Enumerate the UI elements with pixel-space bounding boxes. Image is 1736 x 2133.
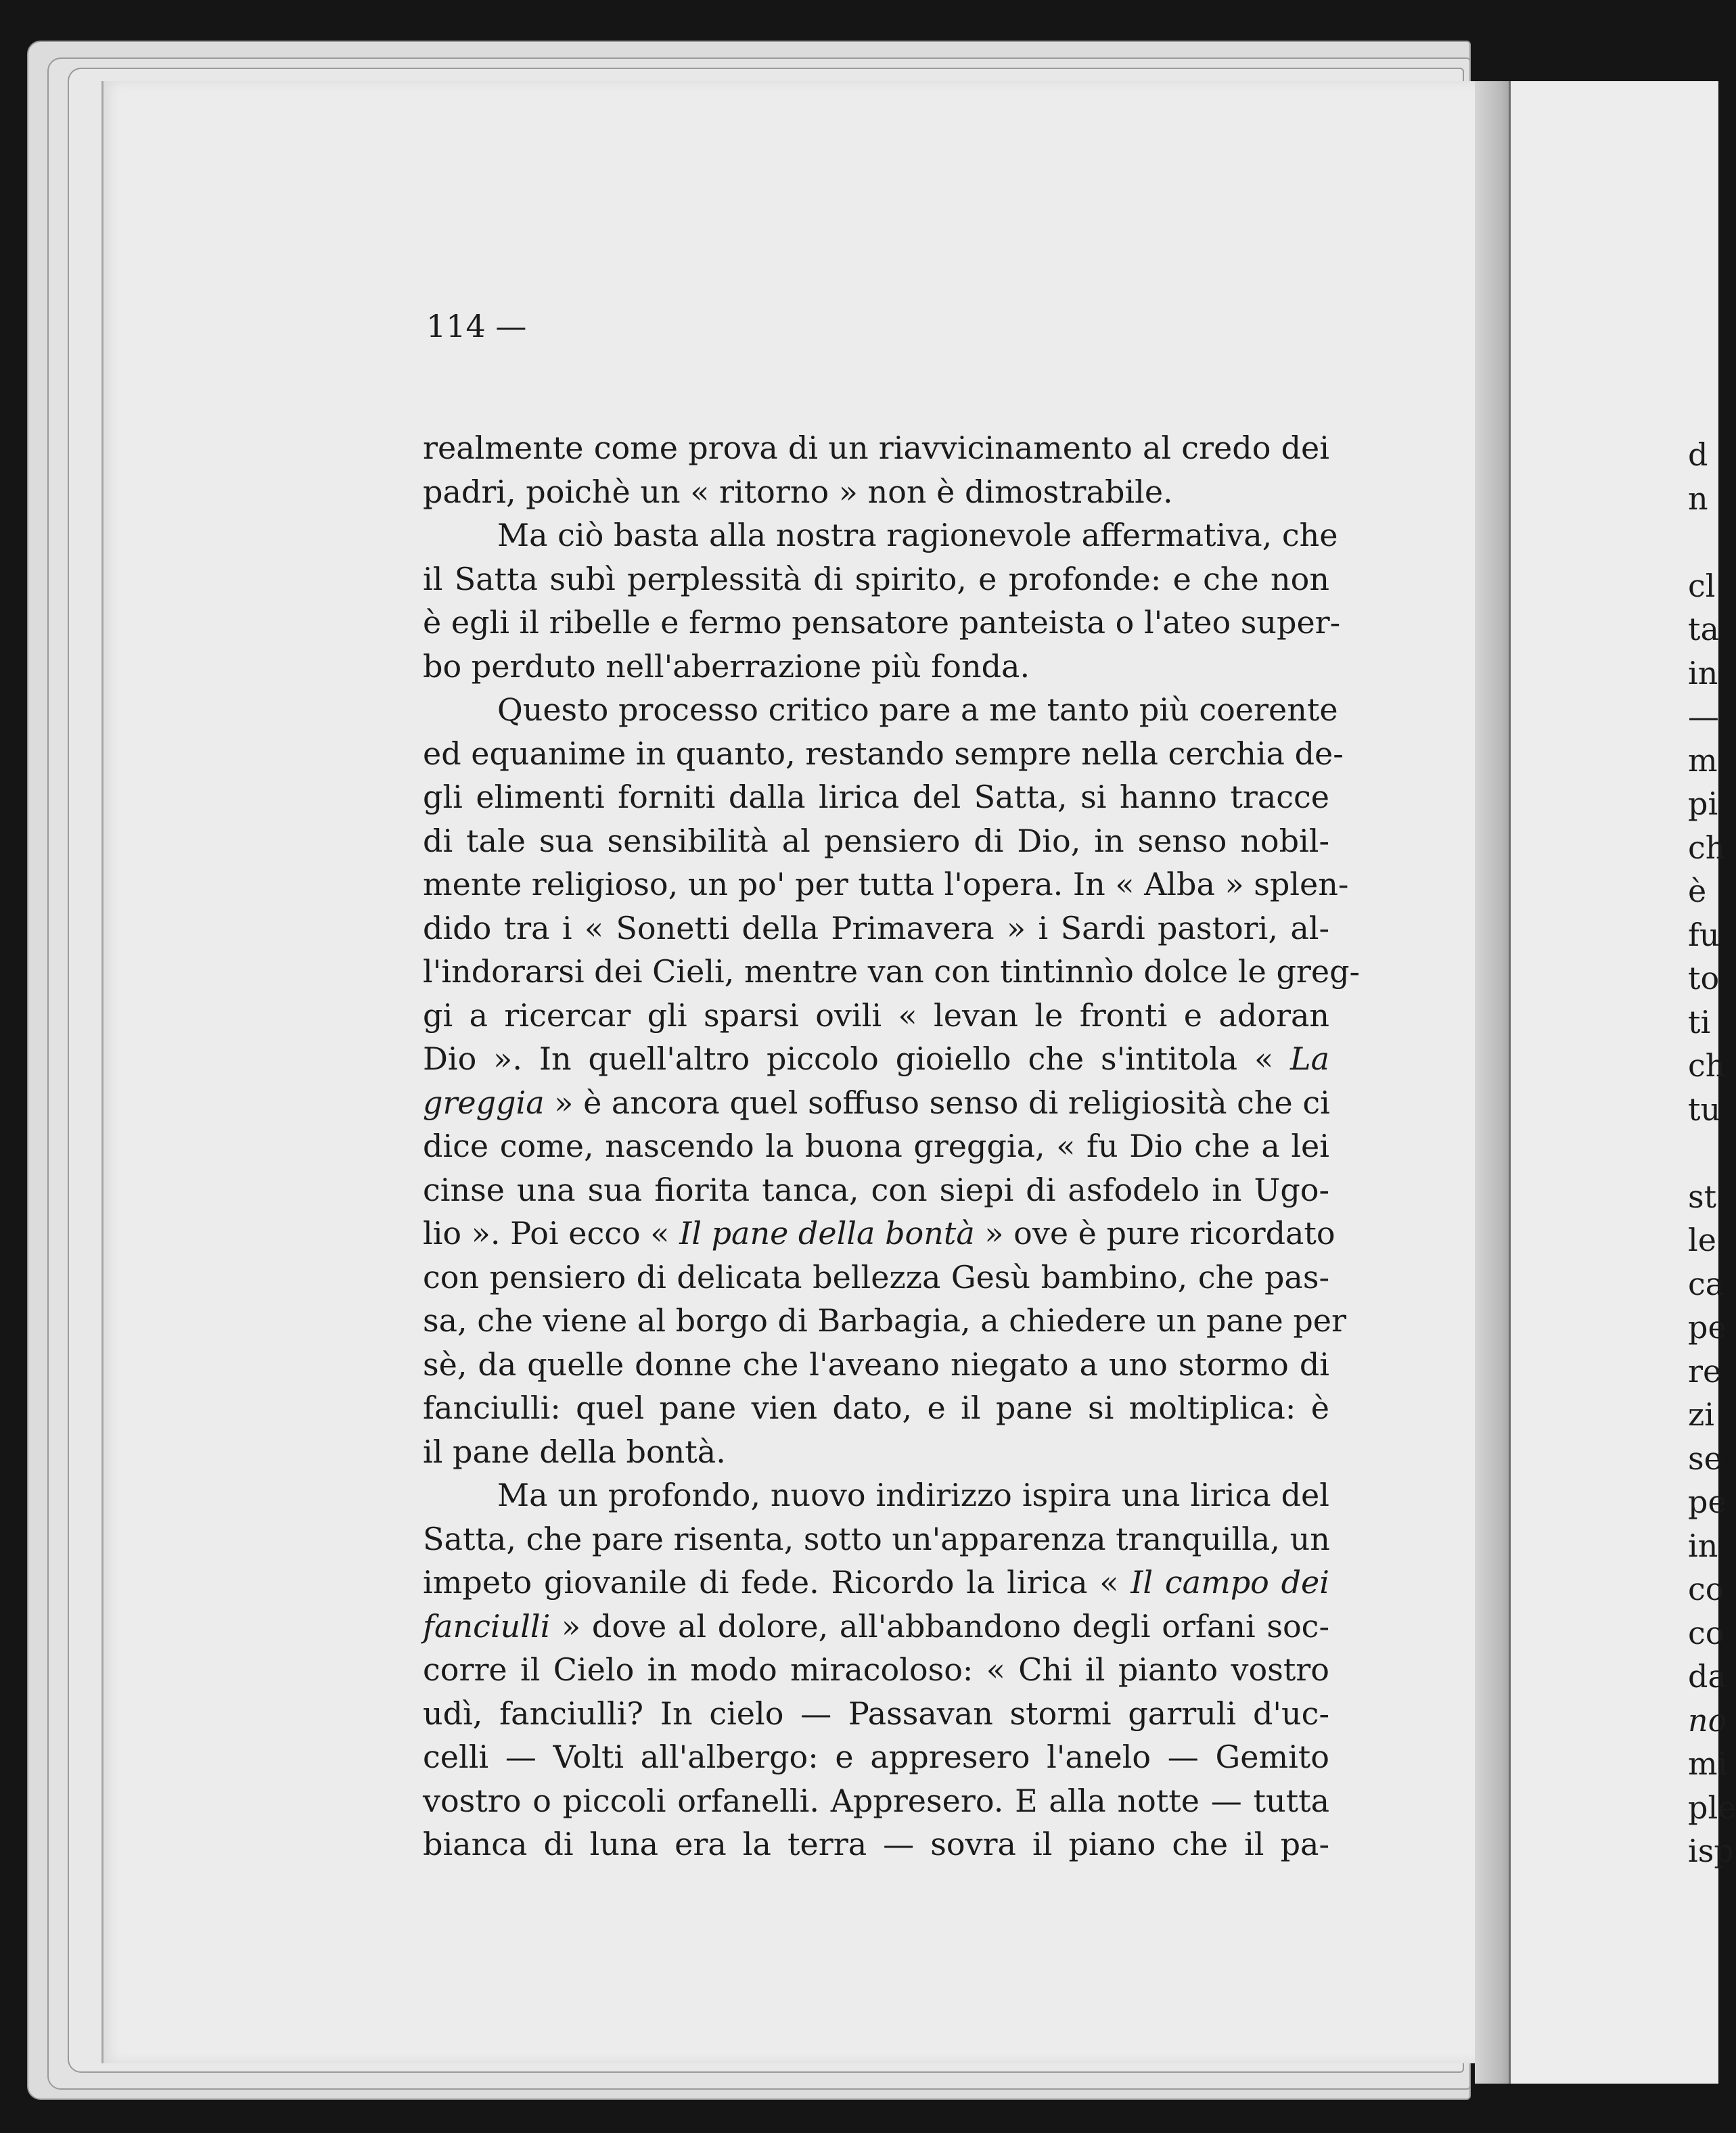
text-line (423, 557, 1329, 601)
text-span: udì, fanciulli? In cielo — Passavan stormi garruli d'uc- (423, 1695, 1329, 1732)
text-line (423, 1648, 1329, 1692)
text-line (423, 1212, 1335, 1256)
facing-page-fragment (1688, 1567, 1736, 1611)
fragment-text: re (1688, 1352, 1722, 1390)
text-span: fanciulli: quel pane vien dato, e il pane si moltiplica: è (423, 1390, 1329, 1426)
italic-title: La (1290, 1040, 1329, 1077)
facing-page-fragment (1688, 1262, 1736, 1306)
text-line (423, 645, 1329, 689)
italic-title: fanciulli (423, 1607, 551, 1645)
facing-page-fragment (1688, 1480, 1736, 1524)
fragment-text: n (1688, 480, 1708, 517)
text-line (423, 513, 1338, 557)
text-line (423, 688, 1338, 732)
fragment-text: d (1688, 436, 1708, 473)
fragment-text: pe (1688, 1309, 1727, 1346)
text-line (423, 994, 1329, 1038)
facing-page-fragment (1688, 1611, 1736, 1655)
fragment-text: no (1688, 1701, 1727, 1739)
facing-page-fragment (1688, 1742, 1736, 1786)
text-line (423, 1517, 1329, 1561)
fragment-text: zi (1688, 1396, 1714, 1433)
facing-page-fragment (1688, 1524, 1736, 1568)
text-span: realmente come prova di un riavvicinamento al credo dei (423, 430, 1329, 466)
text-line (423, 1605, 1329, 1649)
page-number: 114 — (426, 308, 527, 344)
facing-page-fragment (1688, 739, 1736, 783)
facing-page-fragment (1688, 477, 1736, 521)
facing-page-fragment (1688, 564, 1736, 608)
text-span: dido tra i « Sonetti della Primavera » i Sardi pastori, al- (423, 909, 1329, 946)
fragment-text: ch (1688, 829, 1726, 866)
fragment-text: — (1688, 698, 1719, 735)
facing-page-fragment (1688, 869, 1736, 913)
text-span: Dio ». In quell'altro piccolo gioiello che s'intitola « (423, 1040, 1291, 1077)
fragment-text: fu (1688, 916, 1720, 953)
text-line (423, 1256, 1329, 1300)
fragment-text: pi (1688, 785, 1718, 822)
facing-page-fragment (1688, 913, 1736, 957)
fragment-text: se (1688, 1440, 1722, 1477)
facing-page-fragment (1688, 651, 1736, 695)
text-span: Satta, che pare risenta, sotto un'apparenza tranquilla, un (423, 1520, 1330, 1557)
text-line (423, 732, 1344, 776)
text-line (423, 470, 1329, 514)
facing-page-fragments (1688, 433, 1736, 1873)
facing-page-fragment (1688, 1218, 1736, 1262)
facing-page-fragment (1688, 1786, 1736, 1830)
fragment-text: co (1688, 1571, 1724, 1607)
text-line (423, 1343, 1329, 1387)
fragment-text: co (1688, 1614, 1724, 1651)
text-line (423, 1430, 1329, 1474)
facing-page-fragment (1688, 957, 1736, 1001)
facing-page-fragment (1688, 1829, 1736, 1873)
text-line (423, 1561, 1329, 1605)
facing-page-fragment (1688, 1306, 1736, 1350)
text-span: » dove al dolore, all'abbandono degli orfani soc- (550, 1607, 1329, 1645)
text-span: lio ». Poi ecco « (423, 1215, 680, 1252)
fragment-text: da (1688, 1658, 1727, 1695)
facing-page-fragment (1688, 433, 1736, 477)
facing-page-fragment (1688, 695, 1736, 739)
text-span: Ma ciò basta alla nostra ragionevole affermativa, che (497, 517, 1338, 553)
italic-title: greggia (423, 1084, 545, 1121)
text-span: corre il Cielo in modo miracoloso: « Chi il pianto vostro (423, 1651, 1329, 1688)
text-span: vostro o piccoli orfanelli. Appresero. E alla notte — tutta (423, 1782, 1329, 1819)
facing-page-fragment (1688, 1437, 1736, 1481)
fragment-text: ti (1688, 1003, 1711, 1040)
text-span: l'indorarsi dei Cieli, mentre van con tintinnìo dolce le greg- (423, 953, 1361, 990)
fragment-text: ca (1688, 1265, 1724, 1302)
text-line (423, 950, 1361, 994)
fragment-text: st (1688, 1178, 1717, 1215)
facing-page-fragment (1688, 1044, 1736, 1088)
text-line (423, 601, 1341, 645)
body-text (423, 426, 1361, 1866)
text-line (423, 1037, 1329, 1081)
facing-page-fragment (1688, 1001, 1736, 1045)
text-line (423, 1822, 1329, 1866)
text-span: con pensiero di delicata bellezza Gesù bambino, che pas- (423, 1258, 1329, 1295)
fragment-text: in (1688, 654, 1718, 691)
text-span: Ma un profondo, nuovo indirizzo ispira una lirica del (497, 1477, 1329, 1513)
text-span: celli — Volti all'albergo: e appresero l'anelo — Gemito (423, 1739, 1329, 1775)
facing-page-fragment (1688, 607, 1736, 651)
text-span: di tale sua sensibilità al pensiero di Dio, in senso nobil- (423, 822, 1329, 859)
fragment-text: pe (1688, 1484, 1727, 1520)
fragment-text: to (1688, 960, 1720, 996)
fragment-text: cl (1688, 567, 1716, 604)
text-span: » è ancora quel soffuso senso di religiosità che ci (544, 1084, 1330, 1121)
fragment-text: ple (1688, 1789, 1736, 1826)
fragment-text: isp (1688, 1833, 1734, 1869)
facing-page-fragment (1688, 1699, 1736, 1743)
facing-page-fragment (1688, 1655, 1736, 1699)
text-span: è egli il ribelle e fermo pensatore panteista o l'ateo super- (423, 604, 1341, 641)
fragment-text: in (1688, 1527, 1718, 1564)
text-span: ed equanime in quanto, restando sempre nella cerchia de- (423, 735, 1344, 772)
facing-page-fragment (1688, 1393, 1736, 1437)
fragment-text: le (1688, 1222, 1716, 1258)
facing-page-fragment (1688, 782, 1736, 826)
text-line (423, 1124, 1329, 1168)
text-line (423, 1299, 1346, 1343)
text-span: impeto giovanile di fede. Ricordo la lirica « (423, 1564, 1131, 1601)
text-span: bo perduto nell'aberrazione più fonda. (423, 647, 1030, 685)
text-span: Questo processo critico pare a me tanto più coerente (497, 691, 1338, 728)
text-line (423, 1081, 1329, 1125)
text-line (423, 863, 1349, 907)
text-span: cinse una sua fiorita tanca, con siepi di asfodelo in Ugo- (423, 1171, 1329, 1208)
fragment-text: tu (1688, 1091, 1721, 1128)
text-span: padri, poichè un « ritorno » non è dimostrabile. (423, 473, 1173, 510)
text-span: sè, da quelle donne che l'aveano niegato a uno stormo di (423, 1346, 1329, 1383)
facing-page-fragment (1688, 826, 1736, 870)
text-span: gli elimenti forniti dalla lirica del Satta, si hanno tracce (423, 779, 1329, 815)
facing-page-fragment (1688, 1088, 1736, 1132)
text-line (423, 775, 1329, 819)
facing-page-fragment (1688, 520, 1736, 564)
text-line (423, 819, 1329, 863)
text-span: mente religioso, un po' per tutta l'opera. In « Alba » splen- (423, 866, 1349, 902)
text-span: dice come, nascendo la buona greggia, « fu Dio che a lei (423, 1128, 1329, 1164)
text-line (423, 1779, 1329, 1823)
text-line (423, 1692, 1329, 1736)
facing-page-fragment (1688, 1131, 1736, 1175)
text-span: gi a ricercar gli sparsi ovili « levan le fronti e adoran (423, 996, 1329, 1034)
text-span: il pane della bontà. (423, 1433, 726, 1470)
facing-page-fragment (1688, 1350, 1736, 1394)
text-span: bianca di luna era la terra — sovra il piano che il pa- (423, 1826, 1329, 1862)
text-span: sa, che viene al borgo di Barbagia, a chiedere un pane per (423, 1302, 1346, 1339)
fragment-text: m (1688, 741, 1718, 779)
fragment-text: è (1688, 873, 1707, 909)
italic-title: Il campo dei (1130, 1564, 1329, 1601)
facing-page-fragment (1688, 1175, 1736, 1219)
text-line (423, 1168, 1329, 1212)
right-page (1509, 81, 1721, 2084)
fragment-text: ta (1688, 611, 1719, 647)
text-line (423, 907, 1329, 950)
italic-title: Il pane della bontà (679, 1215, 975, 1252)
fragment-text: mi (1688, 1745, 1728, 1782)
text-span: il Satta subì perplessità di spirito, e profonde: e che non (423, 560, 1329, 597)
text-line (423, 426, 1329, 470)
text-line (423, 1473, 1329, 1517)
text-line (423, 1735, 1329, 1779)
text-line (423, 1386, 1329, 1430)
fragment-text: ch (1688, 1047, 1726, 1084)
text-span: » ove è pure ricordato (974, 1215, 1335, 1252)
